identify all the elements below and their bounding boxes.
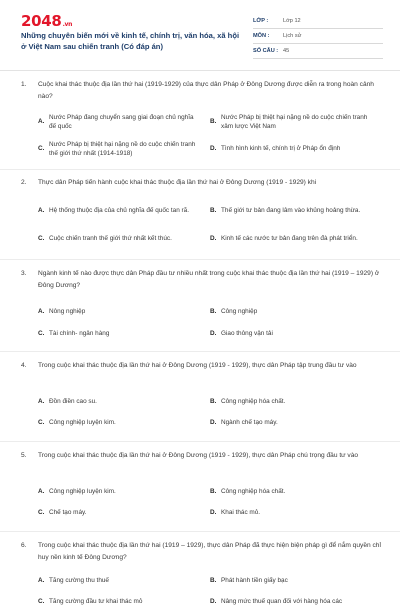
question-text-row	[0, 177, 400, 192]
question-divider	[0, 259, 400, 260]
question-item	[0, 177, 400, 260]
site-logo[interactable]	[21, 12, 72, 30]
answer-letter: D.	[210, 235, 217, 243]
question-divider	[0, 169, 400, 170]
answer-text: Nước Pháp bị thiệt hại nặng nề do cuộc chiến tranh thế giới thứ nhất (1914-1918)	[49, 140, 196, 157]
answer-text: Chế tạo máy.	[49, 508, 87, 516]
question-text: Trong cuộc khai thác thuộc địa lần thứ hai ở Đông Dương (1919 - 1929), thực dân Pháp chú trọng đầu tư vào	[38, 452, 359, 459]
question-text: Cuộc khai thác thuộc địa lần thứ hai (1919-1929) của thực dân Pháp ở Đông Dương được diễn ra trong hoàn cảnh nào?	[38, 81, 374, 100]
answer-letter: A.	[38, 207, 45, 215]
answer-text: Công nghiệp hóa chất.	[221, 397, 286, 405]
question-divider	[0, 351, 400, 352]
logo-suffix: .vn	[62, 21, 73, 28]
answer-text: Công nghiệp luyện kim.	[49, 418, 116, 426]
answer-letter: C.	[38, 330, 45, 338]
question-text-row	[0, 268, 400, 296]
answer-grid	[38, 197, 400, 253]
question-divider	[0, 531, 400, 532]
meta-key: LỚP :	[253, 18, 269, 24]
answer-grid	[38, 571, 400, 613]
answer-option[interactable]	[210, 412, 382, 433]
answer-option[interactable]	[210, 225, 382, 253]
meta-key: MÔN :	[253, 33, 270, 39]
answer-text: Kinh tế các nước tư bản đang trên đà phát triển.	[221, 235, 358, 243]
answer-option[interactable]	[38, 135, 210, 163]
answer-option[interactable]	[38, 412, 210, 433]
answer-letter: C.	[38, 598, 45, 606]
question-number: 6.	[21, 542, 27, 549]
answer-letter: D.	[210, 508, 217, 516]
answer-letter: D.	[210, 145, 217, 153]
answer-grid	[38, 481, 400, 523]
question-number: 3.	[21, 270, 27, 277]
answer-option[interactable]	[38, 502, 210, 523]
answer-option[interactable]	[38, 323, 210, 345]
answer-text: Đồn điền cao su.	[49, 397, 97, 405]
answer-option[interactable]	[38, 301, 210, 323]
answer-text: Khai thác mỏ.	[221, 508, 261, 516]
question-divider	[0, 441, 400, 442]
answer-option[interactable]	[38, 591, 210, 613]
logo-main: 2048	[21, 12, 62, 30]
question-text: Ngành kinh tế nào được thực dân Pháp đầu tư nhiều nhất trong cuộc khai thác thuộc địa lần thứ hai (1919 – 1929) ở Đông Dương?	[38, 270, 380, 289]
answer-text: Tài chính- ngân hàng	[49, 330, 110, 338]
answer-letter: A.	[38, 397, 45, 405]
answer-text: Cuộc chiến tranh thế giới thứ nhất kết thúc.	[49, 235, 172, 243]
header-divider	[0, 70, 400, 71]
question-item	[0, 450, 400, 532]
question-number: 4.	[21, 362, 27, 369]
answer-text: Nông nghiệp	[49, 308, 86, 316]
answer-option[interactable]	[210, 591, 382, 613]
answer-letter: B.	[210, 118, 217, 126]
answer-option[interactable]	[210, 135, 382, 163]
meta-value: 45	[283, 48, 290, 54]
answer-text: Tăng cường đầu tư khai thác mỏ	[49, 598, 143, 606]
question-item	[0, 360, 400, 442]
answer-letter: A.	[38, 487, 45, 495]
answer-text: Thế giới tư bản đang lâm vào khủng hoảng thừa.	[221, 207, 361, 215]
answer-option[interactable]	[210, 301, 382, 323]
answer-text: Tăng cường thu thuế	[49, 577, 109, 585]
question-item	[0, 79, 400, 170]
answer-text: Công nghiệp luyện kim.	[49, 487, 116, 495]
answer-text: Nâng mức thuế quan đối với hàng hóa các	[221, 598, 343, 606]
question-number: 5.	[21, 452, 27, 459]
question-item	[0, 540, 400, 613]
question-text: Trong cuộc khai thác thuộc địa lần thứ hai ở Đông Dương (1919 - 1929), thực dân Pháp tập trung đầu tư vào	[38, 362, 357, 369]
meta-row-class	[253, 14, 383, 29]
question-text-row	[0, 450, 400, 476]
answer-letter: D.	[210, 330, 217, 338]
answer-letter: D.	[210, 598, 217, 606]
meta-value: Lớp 12	[283, 18, 301, 24]
document-header	[0, 0, 400, 70]
answer-option[interactable]	[38, 391, 210, 412]
question-number: 2.	[21, 179, 27, 186]
question-number: 1.	[21, 81, 27, 88]
answer-letter: B.	[210, 397, 217, 405]
answer-letter: A.	[38, 577, 45, 585]
answer-letter: C.	[38, 145, 45, 153]
answer-option[interactable]	[210, 109, 382, 135]
answer-grid	[38, 301, 400, 345]
answer-letter: B.	[210, 207, 217, 215]
answer-text: Công nghiệp hóa chất.	[221, 487, 286, 495]
answer-option[interactable]	[210, 502, 382, 523]
question-text: Thực dân Pháp tiến hành cuộc khai thác thuộc địa lần thứ hai ở Đông Dương (1919 - 1929) khi	[38, 179, 317, 186]
answer-text: Công nghiệp	[221, 308, 258, 316]
document-title: Những chuyên biến mới về kinh tế, chính trị, văn hóa, xã hội ở Việt Nam sau chiến tranh (Có đáp án)	[21, 31, 240, 51]
answer-option[interactable]	[210, 391, 382, 412]
answer-text: Giao thông vận tải	[221, 330, 273, 338]
answer-letter: B.	[210, 577, 217, 585]
meta-row-subject	[253, 29, 383, 44]
answer-option[interactable]	[38, 481, 210, 502]
question-text: Trong cuộc khai thác thuộc địa lần thứ hai (1919 – 1929), thực dân Pháp đã thực hiện biện pháp gì để nắm quyền chỉ huy nền kinh tế Đông Dương?	[38, 542, 381, 561]
answer-grid	[38, 391, 400, 433]
document-meta	[253, 14, 383, 59]
answer-letter: A.	[38, 118, 45, 126]
question-item	[0, 268, 400, 352]
answer-letter: A.	[38, 308, 45, 316]
answer-option[interactable]	[210, 571, 382, 591]
meta-row-count	[253, 44, 383, 59]
question-text-row	[0, 79, 400, 109]
answer-letter: B.	[210, 487, 217, 495]
question-list	[0, 79, 400, 613]
answer-text: Tình hình kinh tế, chính trị ở Pháp ổn định	[221, 145, 341, 153]
meta-value: Lịch sử	[283, 33, 302, 39]
answer-letter: D.	[210, 418, 217, 426]
answer-text: Nước Pháp bị thiệt hại nặng nề do cuộc chiến tranh xâm lược Việt Nam	[221, 113, 368, 130]
answer-grid	[38, 109, 400, 163]
answer-option[interactable]	[38, 109, 210, 135]
answer-letter: B.	[210, 308, 217, 316]
answer-text: Nước Pháp đang chuyển sang giai đoạn chủ nghĩa đế quốc	[49, 113, 194, 130]
answer-option[interactable]	[210, 481, 382, 502]
answer-option[interactable]	[38, 225, 210, 253]
question-text-row	[0, 360, 400, 386]
answer-text: Phát hành tiền giấy bạc	[221, 577, 288, 585]
answer-letter: C.	[38, 235, 45, 243]
answer-option[interactable]	[210, 323, 382, 345]
answer-letter: C.	[38, 508, 45, 516]
answer-option[interactable]	[38, 197, 210, 225]
question-text-row	[0, 540, 400, 566]
answer-text: Ngành chế tạo máy.	[221, 418, 278, 426]
meta-key: SỐ CÂU :	[253, 48, 279, 54]
answer-option[interactable]	[210, 197, 382, 225]
answer-letter: C.	[38, 418, 45, 426]
answer-option[interactable]	[38, 571, 210, 591]
answer-text: Hệ thống thuộc địa của chủ nghĩa đế quốc tan rã.	[49, 207, 189, 215]
